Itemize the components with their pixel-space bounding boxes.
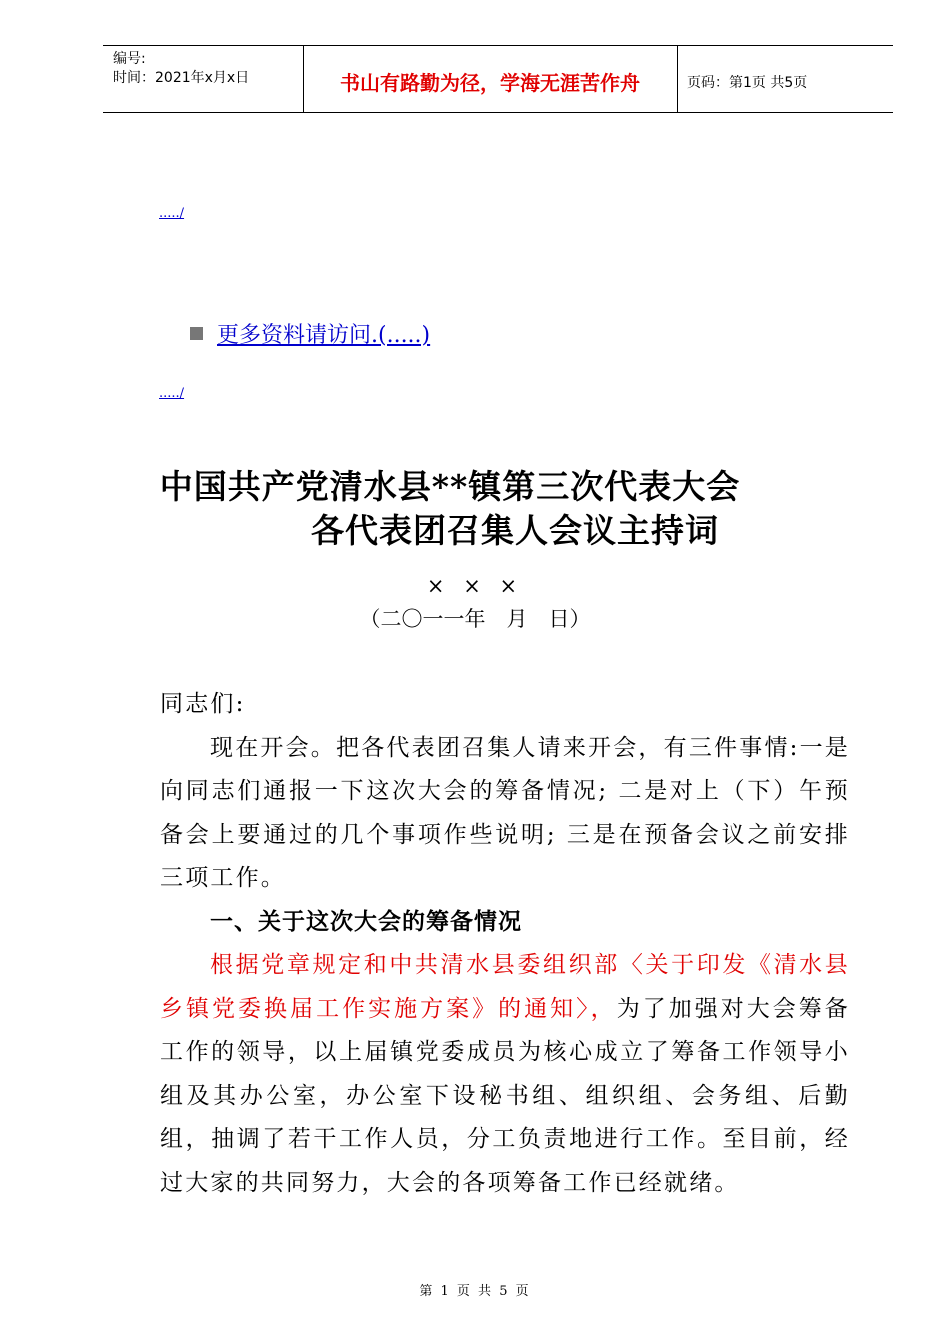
paragraph-2-text: 为了加强对大会筹备工作的领导，以上届镇党委成员为核心成立了筹备工作领导小组及其办公室，办公室下设秘书组、组织组、会务组、后勤组，抽调了若干工作人员，分工负责地进行工作。至目前，经过大家的共同努力，大会的各项筹备工作已经就绪。 (160, 995, 850, 1196)
paragraph-2-reference: 根据党章规定和中共清水县委组织部〈关于印发《清水县乡镇党委换届工作实施方案》的通知〉， (160, 952, 850, 1022)
author: × × × (426, 574, 524, 598)
number-label: 编号: (113, 51, 146, 67)
date-line: （二〇一一年 月 日） (359, 607, 591, 631)
time-label: 时间：2021年x月x日 (113, 70, 250, 86)
title-line-2: 各代表团召集人会议主持词 (311, 511, 719, 550)
paragraph-2 (160, 944, 850, 1205)
paragraph-1: 现在开会。把各代表团召集人请来开会，有三件事情:一是向同志们通报一下这次大会的筹备情况; 二是对上（下）午预备会上要通过的几个事项作些说明; 三是在预备会议之前安排三项工作。 (160, 734, 850, 891)
header-motto: 书山有路勤为径，学海无涯苦作舟 (340, 71, 640, 95)
title-line-1: 中国共产党清水县**镇第三次代表大会 (159, 467, 741, 506)
document-header (103, 45, 893, 113)
more-resources-link[interactable]: 更多资料请访问.(.....) (217, 323, 431, 348)
header-page-info: 页码：第1页 共5页 (687, 75, 808, 91)
bottom-link[interactable]: ...../ (159, 386, 185, 401)
header-meta (113, 50, 249, 88)
page-footer: 第 1 页 共 5 页 (419, 1284, 531, 1299)
salutation: 同志们: (160, 691, 246, 717)
section-heading-1: 一、关于这次大会的筹备情况 (210, 908, 522, 935)
square-bullet-icon (190, 327, 203, 340)
document-body (160, 683, 850, 1205)
top-link[interactable]: ...../ (159, 206, 185, 221)
header-divider (677, 46, 678, 112)
more-resources-item (190, 318, 430, 349)
